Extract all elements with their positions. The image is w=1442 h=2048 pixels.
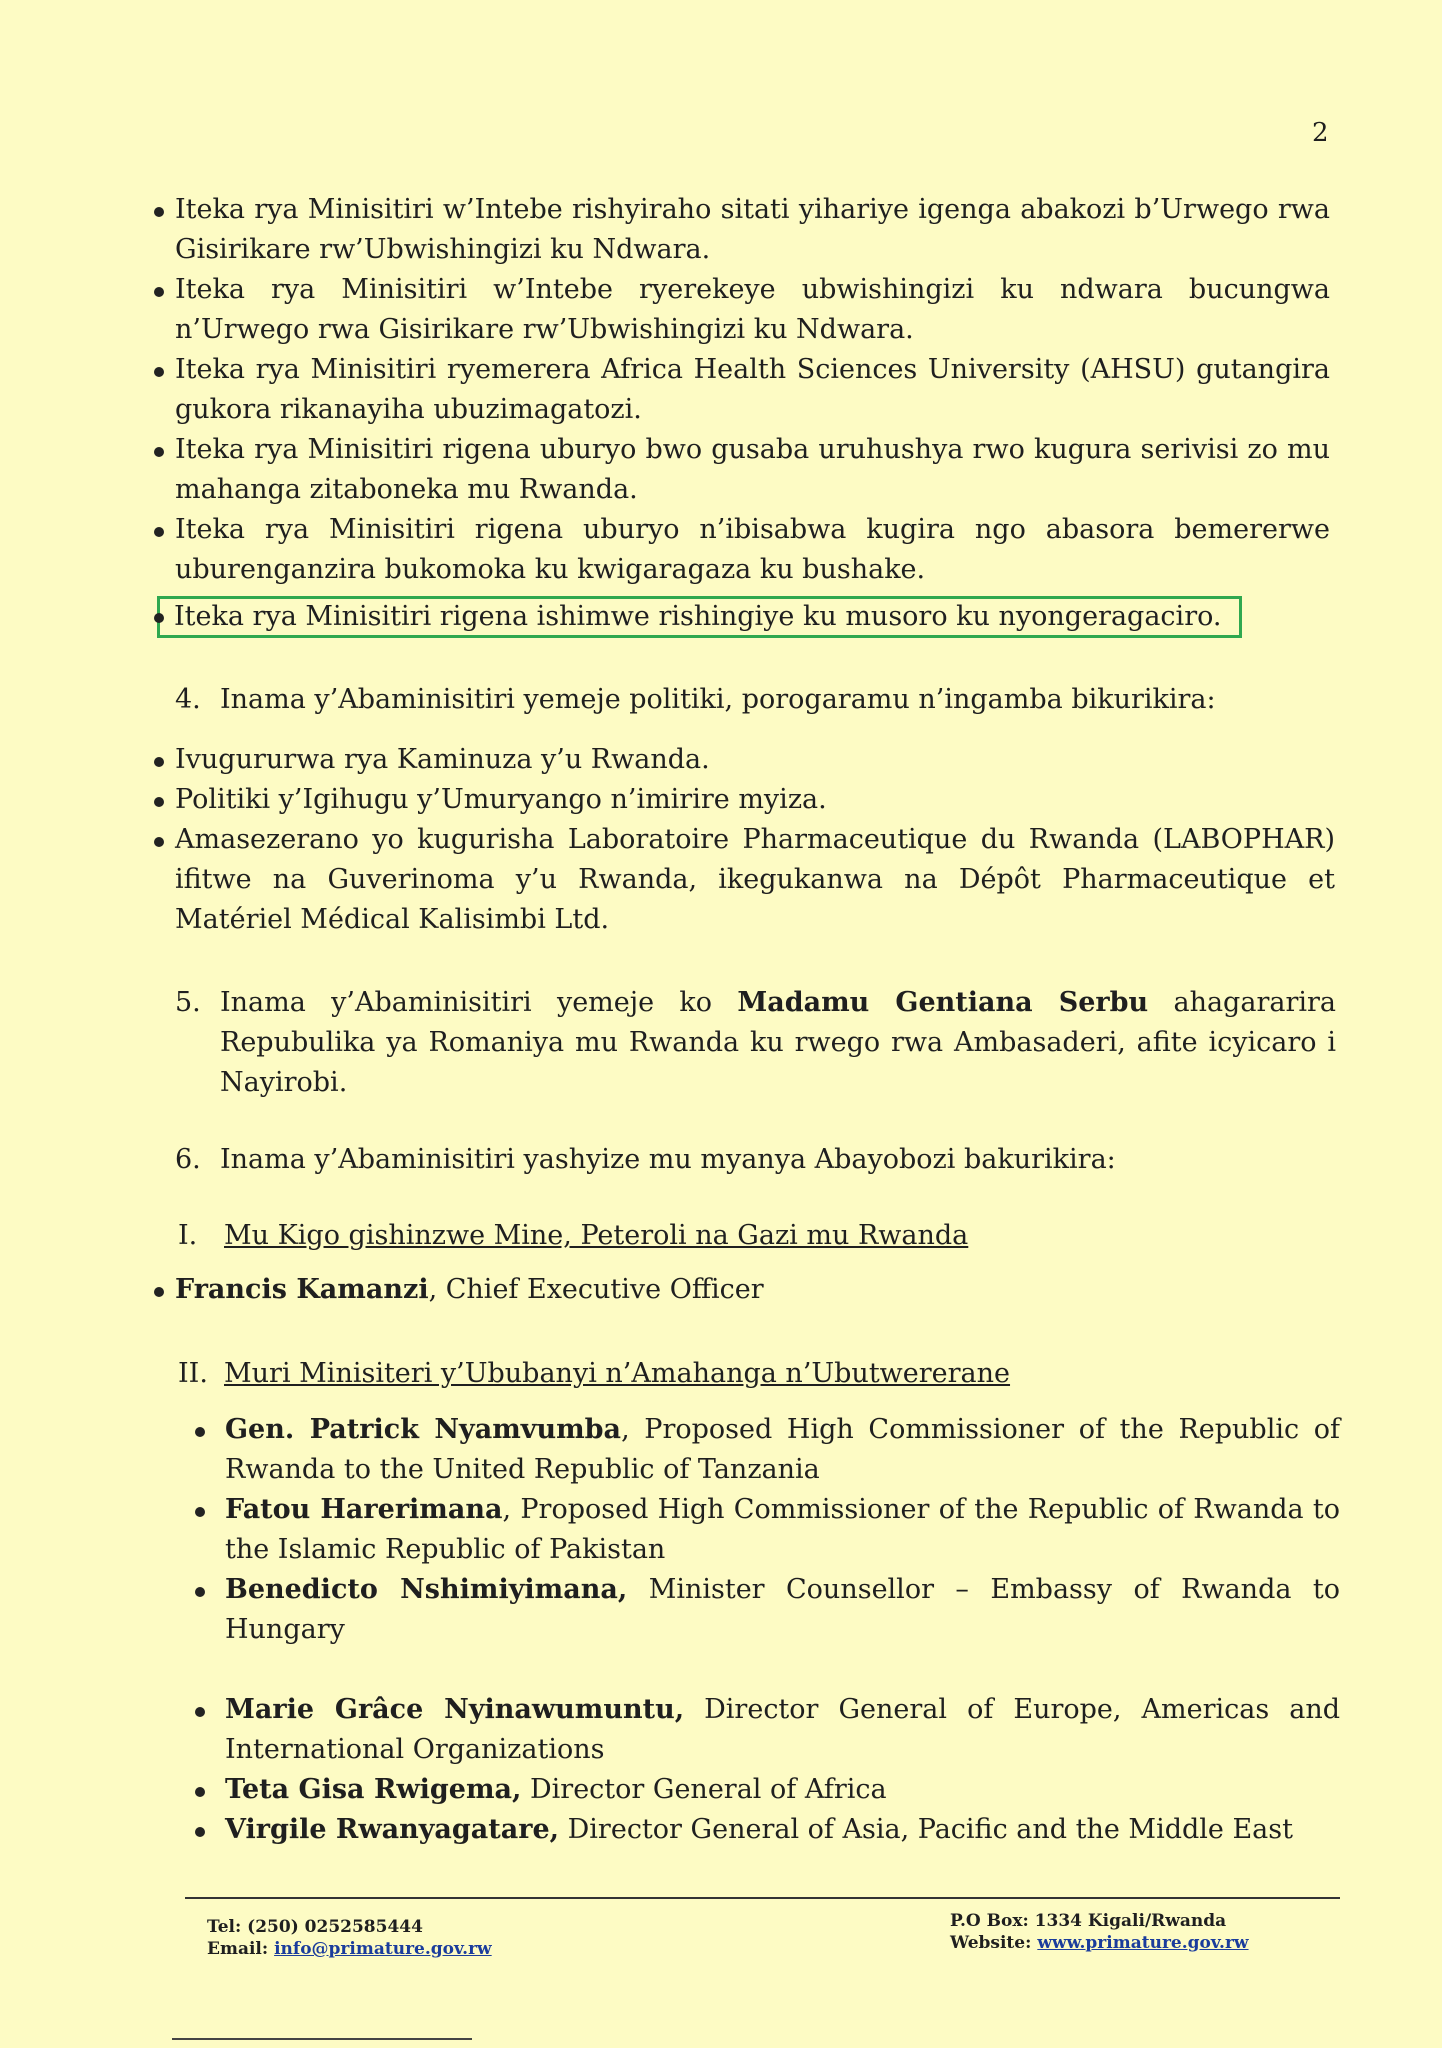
section-text: Inama y’Abaminisitiri yemeje politiki, porogaramu n’ingamba bikurikira: (220, 684, 1216, 715)
list-item (225, 1690, 1340, 1770)
tel-value: (250) 0252585444 (247, 1917, 423, 1937)
footer-email (207, 1938, 492, 1960)
footer-tel (207, 1916, 492, 1938)
footer-contact (207, 1916, 492, 1960)
roman-numeral: I. (178, 1220, 198, 1251)
list-item-text: Ivugururwa rya Kaminuza y’u Rwanda. (175, 744, 710, 775)
appointment (225, 1690, 1340, 1770)
website-label: Website: (950, 1933, 1032, 1953)
pobox-value: 1334 Kigali/Rwanda (1034, 1911, 1227, 1931)
list-item (175, 780, 1335, 820)
list-item-text: Iteka rya Minisitiri rigena uburyo n’ibisabwa kugira ngo abasora bemererwe uburenganzira bukomoka ku kwigaragaza ku bushake. (175, 514, 1330, 585)
list-item (175, 510, 1330, 590)
appointee-role: Director General of Europe, Americas and International Organizations (225, 1694, 1340, 1765)
appointment-list (225, 1410, 1340, 1650)
appointment (225, 1570, 1340, 1650)
list-item (225, 1570, 1340, 1650)
appointment-list (175, 1270, 1335, 1310)
appointee-name: Teta Gisa Rwigema, (225, 1774, 522, 1805)
appointee-role: , Proposed High Commissioner of the Republic of Rwanda to the Islamic Republic of Pakistan (225, 1494, 1340, 1565)
group-heading (178, 1358, 1010, 1389)
group-title: Mu Kigo gishinzwe Mine, Peteroli na Gazi mu Rwanda (224, 1220, 969, 1251)
list-item (175, 190, 1330, 270)
footer-website (950, 1932, 1249, 1954)
list-item (225, 1490, 1340, 1570)
email-link[interactable]: info@primature.gov.rw (274, 1939, 492, 1959)
list-item-text: Politiki y’Igihugu y’Umuryango n’imirire myiza. (175, 784, 827, 815)
appointment (175, 1270, 1335, 1310)
policy-list (175, 740, 1335, 940)
list-item (225, 1770, 1340, 1810)
section-text: Inama y’Abaminisitiri yashyize mu myanya Abayobozi bakurikira: (220, 1144, 1116, 1175)
list-item-text: Iteka rya Minisitiri rigena uburyo bwo gusaba uruhushya rwo kugura serivisi zo mu mahanga zitaboneka mu Rwanda. (175, 434, 1330, 505)
page-number: 2 (1312, 118, 1329, 148)
email-label: Email: (207, 1939, 269, 1959)
footer-pobox (950, 1910, 1249, 1932)
appointee-role: , Chief Executive Officer (428, 1274, 764, 1305)
section-4 (175, 680, 1336, 720)
highlighted-list-item (175, 596, 1330, 638)
tel-label: Tel: (207, 1917, 242, 1937)
appointee-name: Madamu Gentiana Serbu (737, 987, 1149, 1018)
appointee-role: Minister Counsellor – Embassy of Rwanda to Hungary (225, 1574, 1340, 1645)
appointee-name: Francis Kamanzi (175, 1274, 429, 1305)
section-6 (175, 1140, 1336, 1180)
section-text-after: ahagararira Repubulika ya Romaniya mu Rwanda ku rwego rwa Ambasaderi, afite icyicaro i Nayirobi. (220, 987, 1336, 1098)
footer-address (950, 1910, 1249, 1954)
list-item-text: Iteka rya Minisitiri w’Intebe ryerekeye ubwishingizi ku ndwara bucungwa n’Urwego rwa Gisirikare rw’Ubwishingizi ku Ndwara. (175, 274, 1330, 345)
bleed-divider (172, 2038, 472, 2040)
list-item (225, 1410, 1340, 1490)
appointment (225, 1810, 1340, 1850)
section-number: 6. (175, 1144, 201, 1175)
section-number: 4. (175, 684, 201, 715)
appointee-role: , Proposed High Commissioner of the Republic of Rwanda to the United Republic of Tanzania (225, 1414, 1340, 1485)
footer-divider (185, 1897, 1340, 1899)
list-item (175, 430, 1330, 510)
list-item-text: Iteka rya Minisitiri ryemerera Africa Health Sciences University (AHSU) gutangira gukora rikanayiha ubuzimagatozi. (175, 354, 1330, 425)
list-item (175, 1270, 1335, 1310)
roman-numeral: II. (178, 1358, 208, 1389)
appointment (225, 1410, 1340, 1490)
appointee-role: Director General of Asia, Pacific and the Middle East (559, 1814, 1293, 1845)
list-item (175, 270, 1330, 350)
list-item-text: Iteka rya Minisitiri w’Intebe rishyiraho sitati yihariye igenga abakozi b’Urwego rwa Gisirikare rw’Ubwishingizi ku Ndwara. (175, 194, 1330, 265)
list-item (175, 740, 1335, 780)
appointee-role: Director General of Africa (521, 1774, 887, 1805)
group-heading (178, 1220, 968, 1251)
section-text (178, 983, 1336, 1103)
decree-list (175, 190, 1330, 638)
list-item (175, 350, 1330, 430)
list-item (225, 1810, 1340, 1850)
appointee-name: Gen. Patrick Nyamvumba (225, 1414, 622, 1445)
highlight-box: Iteka rya Minisitiri rigena ishimwe rishingiye ku musoro ku nyongeragaciro. (157, 596, 1242, 638)
appointee-name: Marie Grâce Nyinawumuntu, (225, 1694, 685, 1725)
section-text-before: Inama y’Abaminisitiri yemeje ko (220, 987, 738, 1018)
pobox-label: P.O Box: (950, 1911, 1029, 1931)
appointee-name: Fatou Harerimana (225, 1494, 503, 1525)
section-5 (175, 983, 1336, 1103)
section-number: 5. (175, 987, 201, 1018)
appointee-name: Virgile Rwanyagatare, (225, 1814, 560, 1845)
appointment (225, 1490, 1340, 1570)
list-item-text: Amasezerano yo kugurisha Laboratoire Pharmaceutique du Rwanda (LABOPHAR) ifitwe na Guverinoma y’u Rwanda, ikegukanwa na Dépôt Pharmaceutique et Matériel Médical Kalisimbi Ltd. (175, 824, 1335, 935)
appointee-name: Benedicto Nshimiyimana, (225, 1574, 628, 1605)
group-title: Muri Minisiteri y’Ububanyi n’Amahanga n’Ubutwererane (224, 1358, 1011, 1389)
appointment-list (225, 1690, 1340, 1850)
website-link[interactable]: www.primature.gov.rw (1037, 1933, 1249, 1953)
appointment (225, 1770, 1340, 1810)
list-item (175, 820, 1335, 940)
